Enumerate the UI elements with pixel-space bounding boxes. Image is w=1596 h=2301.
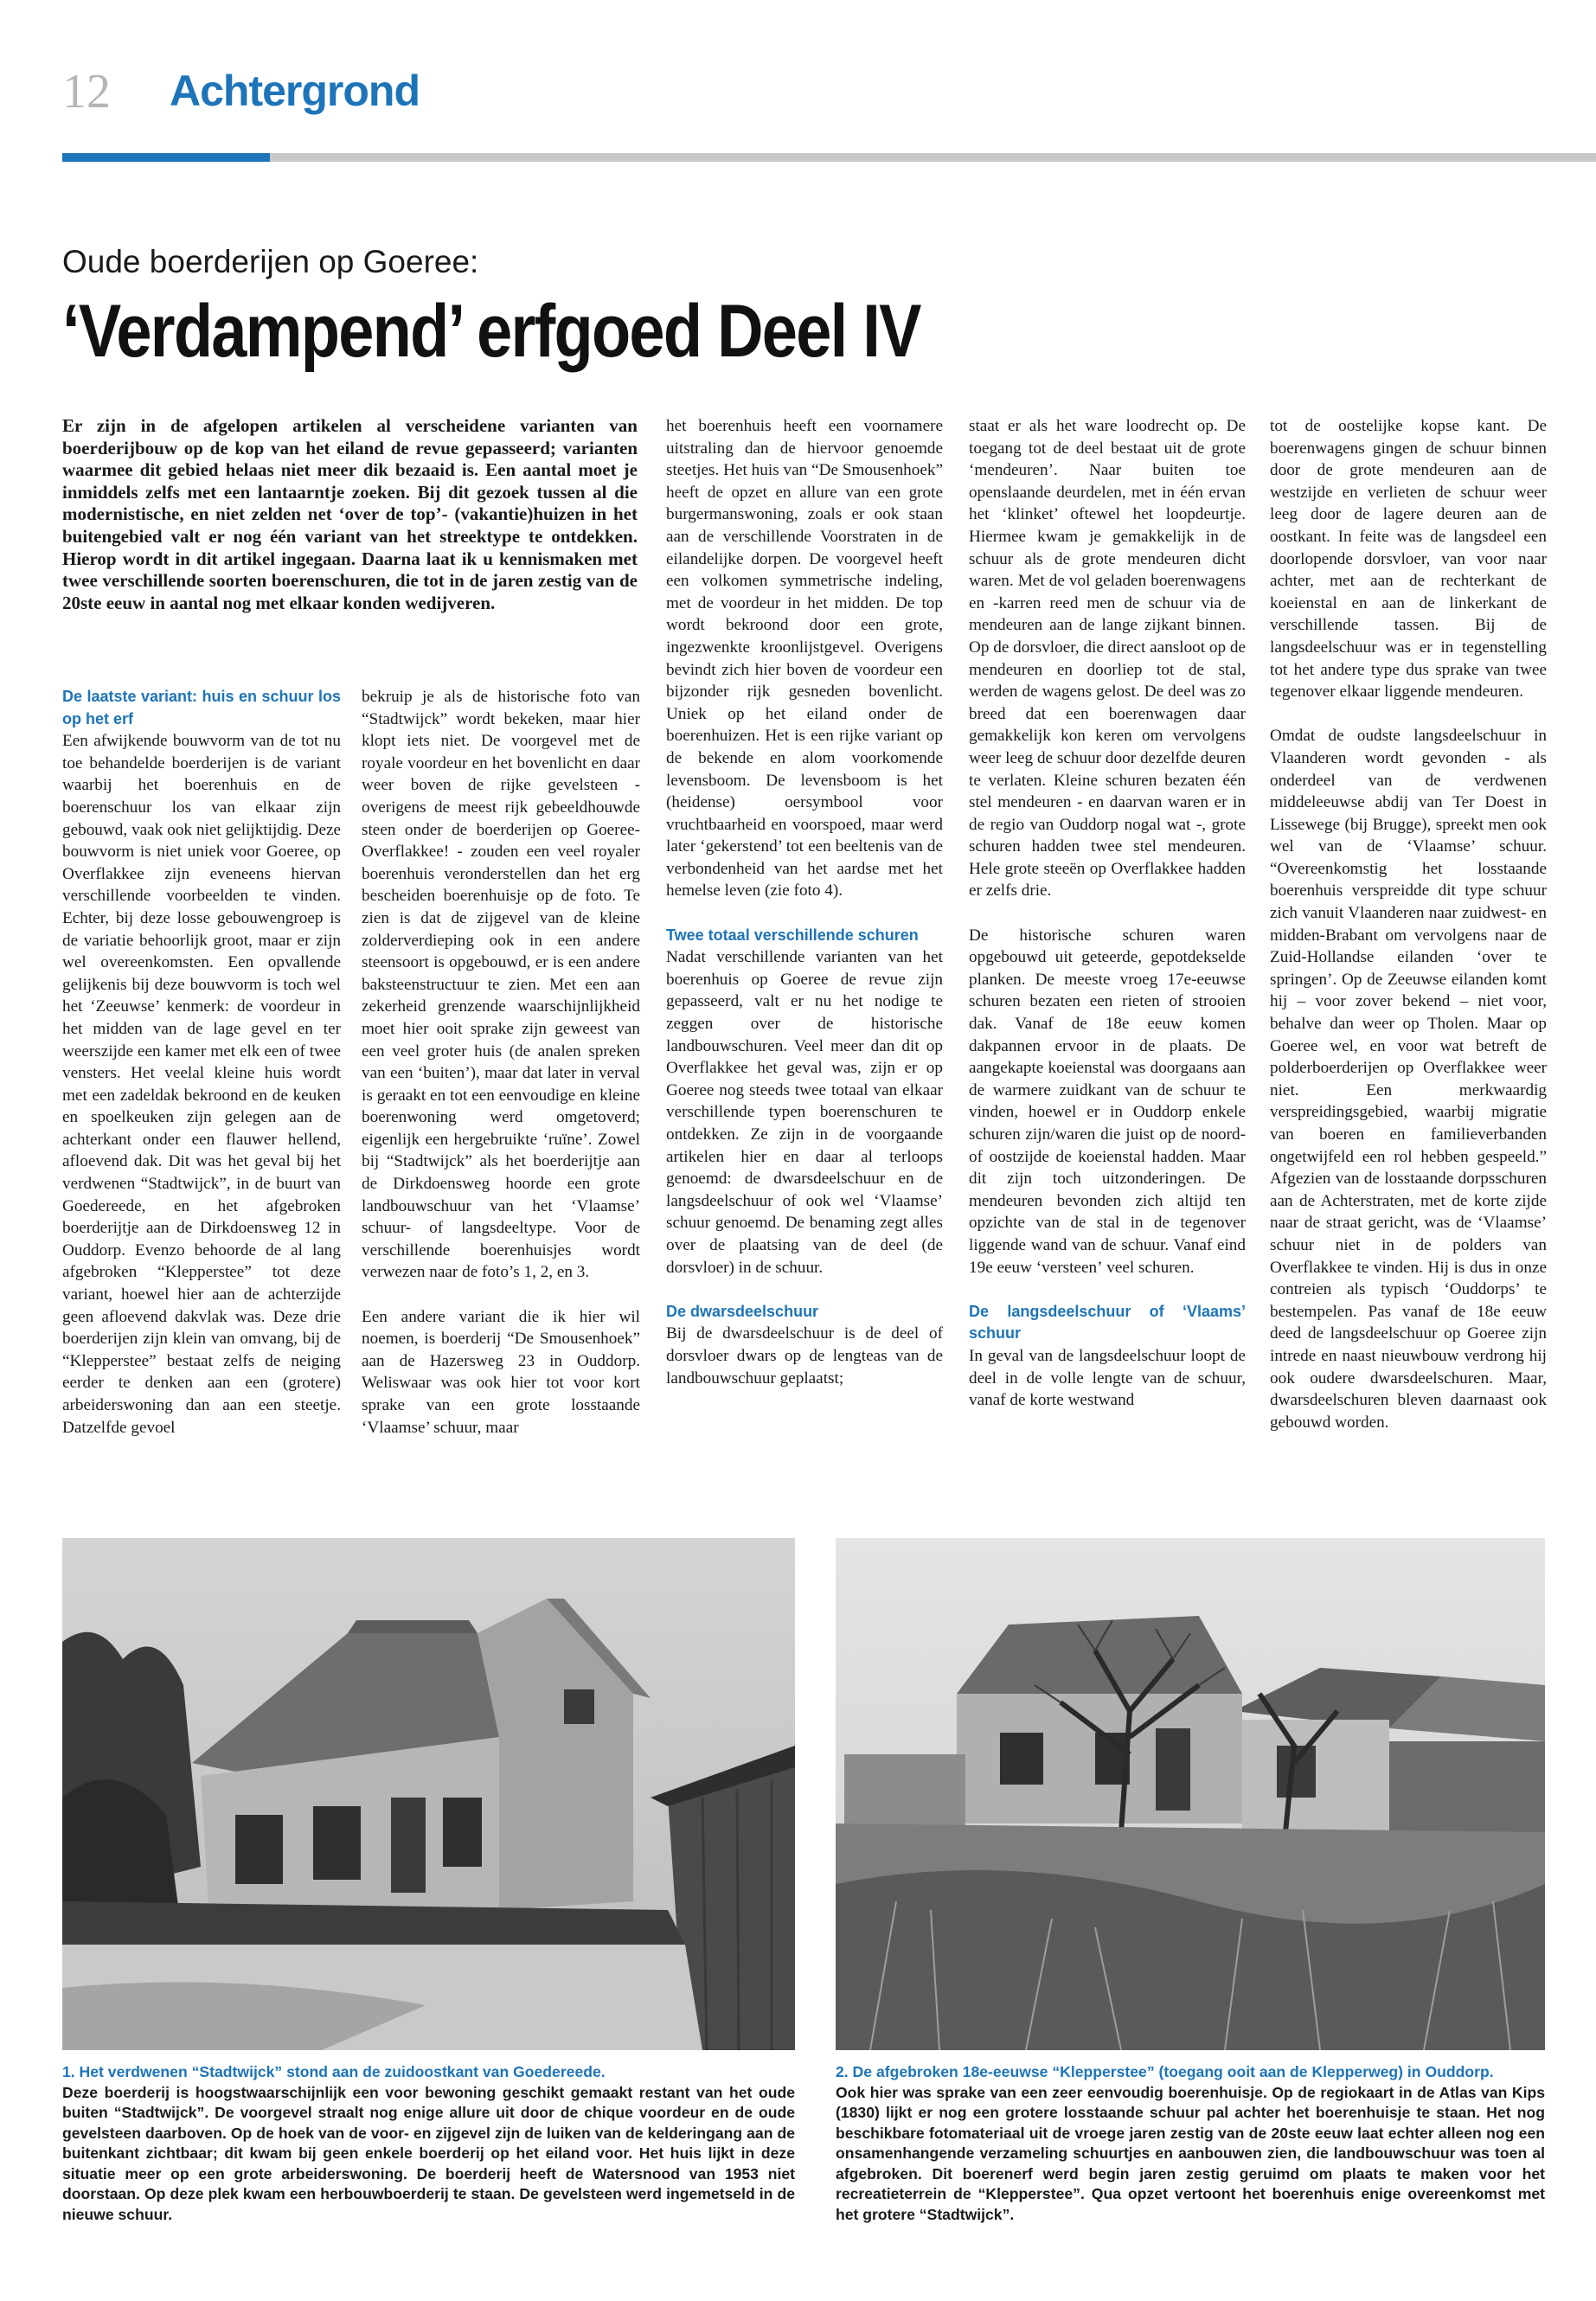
paragraph: De historische schuren waren opgebouwd uit geteerde, gepotdekselde planken. De meeste vroeg 17e-eeuwse schuren bezaten een rieten of strooien dak. Vanaf de 18e eeuw komen dakpannen ervoor in de plaats. De aangekapte koeienstal was doorgaans aan de warmere zuidkant van de schuur te vinden, hoewel er in Ouddorp enkele schuren zijn/waren die juist op de noord- of oostzijde de koeienstal hadden. Maar dit zijn toch uitzonderingen. De mendeuren bevonden zich altijd ten opzichte van de stal in de tegenover liggende wand van de schuur. Vanaf eind 19e eeuw ‘versteenʼ veel schuren. bbox=[969, 926, 1246, 1277]
paragraph: In geval van de langsdeelschuur loopt de deel in de volle lengte van de schuur, vanaf de korte westwand bbox=[969, 1346, 1246, 1410]
paragraph: staat er als het ware loodrecht op. De toegang tot de deel bestaat uit de grote ‘mendeuren’. Naar buiten toe openslaande deurdelen, met in één ervan het ‘klinket’ oftewel het loopdeurtje. Hiermee kwam je gemakkelijk in de schuur als de grote mendeuren dicht waren. Met de vol geladen boerenwagens en -karren reed men de schuur via de mendeuren aan de lange zijkant binnen. Op de dorsvloer, die direct aansloot op de mendeuren en doorliep tot de stal, werden de wagens gelost. De deel was zo breed dat een boerenwagen daar gemakkelijk kon keren om vervolgens weer leeg de schuur door dezelfde deuren te verlaten. Kleine schuren bezaten één stel mendeuren - en daarvan waren er in de regio van Ouddorp nogal wat -, grote schuren hadden twee stel mendeuren. Hele grote steeën op Overflakkee hadden er zelfs drie. bbox=[969, 417, 1246, 901]
subheading: De langsdeelschuur of ‘Vlaams’ schuur bbox=[969, 1302, 1246, 1343]
subheading: De laatste variant: huis en schuur los op het erf bbox=[62, 688, 341, 727]
column-4 bbox=[969, 415, 1246, 1412]
photo-klepperstee bbox=[836, 1538, 1545, 2050]
paragraph: tot de oostelijke kopse kant. De boerenwagens gingen de schuur binnen door de grote mendeuren aan de westzijde en verlieten de schuur weer leeg door de lagere deuren aan de oostkant. In feite was de langsdeel een doorlopende dorsvloer, van voor naar achter, met aan de rechterkant de koeienstal en aan de linkerkant de verschillende tassen. Bij de langsdeelschuur was er in tegenstelling tot het andere type dus sprake van twee tegenover elkaar liggende mendeuren. bbox=[1270, 417, 1547, 702]
caption-photo-2 bbox=[836, 2062, 1545, 2225]
header-rule bbox=[270, 153, 1596, 162]
column-3 bbox=[666, 415, 943, 1389]
headline-bold: ‘Verdampend’ erfgoed bbox=[62, 290, 702, 373]
caption-text: Ook hier was sprake van een zeer eenvoudig boerenhuisje. Op de regiokaart in de Atlas van Kips (1830) lijkt er nog een grotere losstaande schuur pal achter het boerenhuisje te staan. Het nog beschikbare fotomateriaal uit de vroege jaren zestig van de 20ste eeuw laat echter alleen nog een onsamenhangende verzameling schuurtjes en aanbouwen zien, die landbouwschuur was toen al afgebroken. Dit boerenerf werd begin jaren zestig geruimd om plaats te maken voor het recreatieterrein de “Klepperstee”. Qua opzet vertoont het boerenhuis enige overeenkomst met het grotere “Stadtwijck”. bbox=[836, 2083, 1545, 2223]
caption-text: Deze boerderij is hoogstwaarschijnlijk een voor bewoning geschikt gemaakt restant van het oude buiten “Stadtwijck”. De voorgevel straalt nog enige allure uit door de chique voordeur en de oude gevelsteen daarboven. Op de hoek van de voor- en zijgevel zijn de luiken van de kelderingang aan de buitenkant zichtbaar; dit kwam bij geen enkele boerderij op het eiland voor. Het huis lijkt in deze situatie meer op een grote arbeiderswoning. De boerderij heeft de Watersnood van 1953 niet doorstaan. Op deze plek kwam een herbouwboerderij te staan. De gevelsteen werd ingemetseld in de nieuwe schuur. bbox=[62, 2083, 795, 2223]
subheading: De dwarsdeelschuur bbox=[666, 1302, 819, 1320]
headline-part: Deel IV bbox=[701, 290, 920, 373]
column-5 bbox=[1270, 415, 1547, 1433]
paragraph: Nadat verschillende varianten van het boerenhuis op Goeree de revue zijn gepasseerd, valt er nu het nodige te zeggen over de historische landbouwschuren. Veel meer dan dit op Overflakkee het geval was, zijn er op Goeree nog steeds twee totaal van elkaar verschillende typen boerenschuren te ontdekken. Ze zijn in de voorgaande artikelen hier en daar al terloops genoemd: de dwarsdeelschuur en de langsdeelschuur of ook wel ‘Vlaamse’ schuur genoemd. De benaming zegt alles over de plaatsing van de deel (de dorsvloer) in de schuur. bbox=[666, 948, 943, 1277]
article-kicker: Oude boerderijen op Goeree: bbox=[62, 244, 479, 279]
subheading: Twee totaal verschillende schuren bbox=[666, 926, 919, 944]
caption-title: 1. Het verdwenen “Stadtwijck” stond aan de zuidoostkant van Goedereede. bbox=[62, 2063, 606, 2080]
header-rule-accent bbox=[62, 153, 270, 162]
column-1 bbox=[62, 686, 341, 1439]
paragraph: Een andere variant die ik hier wil noemen, is boerderij “De Smousenhoek” aan de Hazersweg 23 in Ouddorp. Weliswaar was ook hier tot voor kort sprake van een grote losstaande ‘Vlaamse’ schuur, maar bbox=[362, 1307, 640, 1437]
article-lead: Er zijn in de afgelopen artikelen al verscheidene varianten van boerderijbouw op de kop van het eiland de revue gepasseerd; varianten waarmee dit gebied helaas niet meer dik bezaaid is. Een aantal moet je inmiddels zelfs met een lantaarntje zoeken. Bij dit gezoek tussen al die modernistische, en niet zelden net ‘over de top’- (vakantie)huizen in het buitengebied valt er nog één variant van het streektype te ontdekken. Hierop wordt in dit artikel ingegaan. Daarna laat ik u kennismaken met twee verschillende soorten boerenschuren, die tot in de jaren zestig van de 20ste eeuw in aantal nog met elkaar konden wedijveren. bbox=[62, 415, 638, 613]
page-number: 12 bbox=[62, 65, 111, 119]
photo-stadtwijck bbox=[62, 1538, 795, 2050]
paragraph: Een afwijkende bouwvorm van de tot nu toe behandelde boerderijen is de variant waarbij het boerenhuis en de boerenschuur los van elkaar zijn gebouwd, vaak ook niet gelijktijdig. Deze bouwvorm is niet uniek voor Goeree, op Overflakkee zijn eveneens hiervan verschillende voorbeelden te vinden. Echter, bij deze losse gebouwengroep is de variatie behoorlijk groot, maar er zijn wel overeenkomsten. Een opvallende gelijkenis bij deze bouwvorm is toch wel het ‘Zeeuwse’ kenmerk: de voordeur in het midden van de lage gevel en ter weerszijde een kamer met elk een of twee vensters. Het veelal kleine huis wordt met een zadeldak bekroond en de keuken en spoelkeuken zijn gelegen aan de achterkant onder een flauwer hellend, afloevend dak. Dit was het geval bij het verdwenen “Stadtwijck”, in de buurt van Goedereede, en het afgebroken boerderijtje aan de Dirkdoensweg 12 in Ouddorp. Evenzo behoorde de al lang afgebroken “Klepperstee” tot deze variant, hoewel hier aan de achterzijde geen afloevend dakvlak was. Deze drie boerderijen zijn klein van omvang, bij de “Klepperstee” bestaat zelfs de neiging eerder te denken aan een (grotere) arbeiderswoning dan aan een steetje. Datzelfde gevoel bbox=[62, 732, 341, 1437]
paragraph: Bij de dwarsdeelschuur is de deel of dorsvloer dwars op de lengteas van de landbouwschuur geplaatst; bbox=[666, 1324, 943, 1388]
section-title: Achtergrond bbox=[170, 67, 420, 115]
paragraph: Omdat de oudste langsdeelschuur in Vlaanderen wordt gevonden - als onderdeel van de verdwenen middeleeuwse abdij van Ter Doest in Lissewege (bij Brugge), spreekt men ook wel van de ‘Vlaamse’ schuur. “Overeenkomstig het losstaande boerenhuis verspreidde dit type schuur zich vanuit Vlaanderen naar zuidwest- en midden-Brabant om vervolgens naar de Zuid-Hollandse eilanden ‘over te springen’. Op de Zeeuwse eilanden komt hij – voor zover bekend – niet voor, behalve dan weer op Tholen. Maar op Goeree wel, en voor wat betreft de polderboerderijen op Overflakkee weer niet. Een merkwaardig verspreidingsgebied, waarbij migratie van boeren en familieverbanden ongetwijfeld een rol hebben gespeeld.” Afgezien van de losstaande dorpsschuren aan de Achterstraten, met de korte zijde naar de straat gericht, was de ‘Vlaamse’ schuur niet in de polders van Overflakkee te vinden. Hij is dus in onze contreien als typisch ‘Ouddorps’ te bestempelen. Pas vanaf de 18e eeuw deed de langsdeelschuur op Goeree zijn intrede en naast nieuwbouw verdrong hij ook oudere dwarsdeelschuren. Maar, dwarsdeelschuren bleven daarnaast ook gebouwd worden. bbox=[1270, 727, 1547, 1432]
caption-title: 2. De afgebroken 18e-eeuwse “Klepperstee” (toegang ooit aan de Klepperweg) in Ouddorp. bbox=[836, 2063, 1494, 2080]
column-2 bbox=[362, 686, 640, 1439]
paragraph: het boerenhuis heeft een voornamere uitstraling dan de hiervoor genoemde steetjes. Het huis van “De Smousenhoek” heeft de opzet en allure van een grote burgermanswoning, zoals er ook staan aan de verschillende Voorstraten in de eilandelijke dorpen. De voorgevel heeft een volkomen symmetrische indeling, met de voordeur in het midden. De top wordt bekroond door een grote, ingezwenkte kroonlijstgevel. Overigens bevindt zich hier boven de voordeur een bijzonder rijk gesneden bovenlicht. Uniek op het eiland onder de boerenhuizen. Het is een rijke variant op de bekende en alom voorkomende levensboom. De levensboom is het (heidense) oersymbool voor vruchtbaarheid en voorspoed, maar werd later ‘gekerstend’ tot een beeltenis van de verbondenheid van het aardse met het hemelse leven (zie foto 4). bbox=[666, 417, 943, 901]
article-headline bbox=[62, 290, 920, 373]
caption-photo-1 bbox=[62, 2062, 795, 2225]
paragraph: bekruip je als de historische foto van “Stadtwijck” wordt bekeken, maar hier klopt iets niet. De voorgevel met de royale voordeur en het bovenlicht en daar weer boven de rijke gevelsteen - overigens de meest rijk gebeeldhouwde steen onder de boerderijen op Goeree-Overflakkee! - zouden een veel royaler boerenhuis veronderstellen dan het erg bescheiden boerenhuisje op de foto. Te zien is dat de zijgevel van de kleine zolderverdieping ook in een andere steensoort is opgebouwd, er is een andere baksteenstructuur te zien. Met een aan zekerheid grenzende waarschijnlijkheid moet hier ooit sprake zijn geweest van een veel groter huis (de analen spreken van een ‘buiten’), maar dat later in verval is geraakt en tot een eenvoudige en kleine boerenwoning werd omgetoverd; eigenlijk een hergebruikte ‘ruïne’. Zowel bij “Stadtwijck” als het boerderijtje aan de Dirkdoensweg hoorde een grote landbouwschuur van het ‘Vlaamse’ schuur- of langsdeeltype. Voor de verschillende boerenhuisjes wordt verwezen naar de foto’s 1, 2, en 3. bbox=[362, 688, 640, 1282]
